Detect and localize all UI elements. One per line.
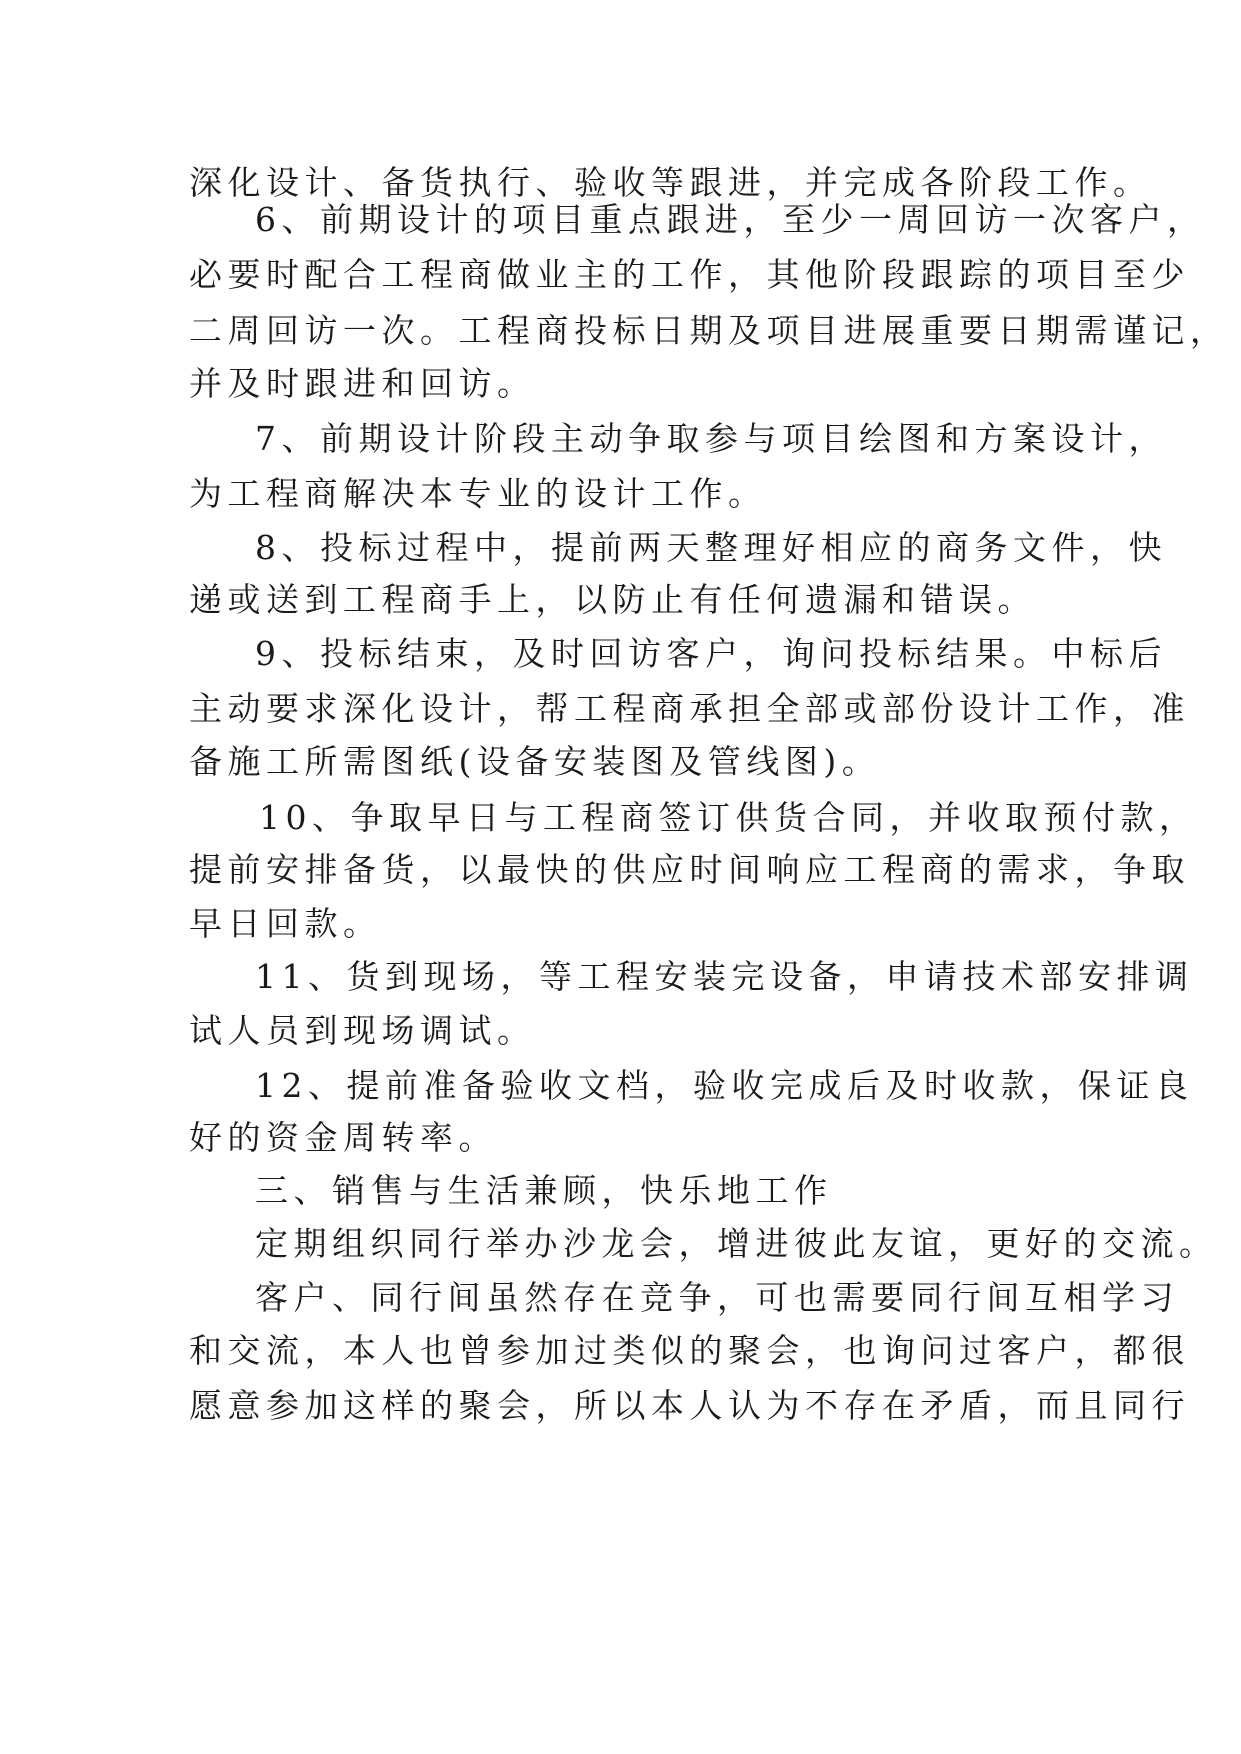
text-line: 备施工所需图纸(设备安装图及管线图)。 (189, 742, 881, 781)
text-line: 递或送到工程商手上，以防止有任何遗漏和错误。 (189, 580, 1036, 619)
text-line: 10、争取早日与工程商签订供货合同，并收取预付款， (259, 798, 1198, 837)
text-line: 8、投标过程中，提前两天整理好相应的商务文件，快 (255, 528, 1167, 567)
section-heading: 三、销售与生活兼顾，快乐地工作 (255, 1171, 833, 1210)
text-line: 试人员到现场调试。 (189, 1011, 536, 1050)
text-line: 6、前期设计的项目重点跟进，至少一周回访一次客户， (255, 200, 1206, 239)
text-line: 二周回访一次。工程商投标日期及项目进展重要日期需谨记， (189, 311, 1229, 350)
text-line: 必要时配合工程商做业主的工作，其他阶段跟踪的项目至少 (189, 255, 1190, 294)
text-line: 主动要求深化设计，帮工程商承担全部或部份设计工作，准 (189, 689, 1190, 728)
text-line: 定期组织同行举办沙龙会，增进彼此友谊，更好的交流。 (255, 1224, 1218, 1263)
text-line: 好的资金周转率。 (189, 1118, 497, 1157)
text-line: 愿意参加这样的聚会，所以本人认为不存在矛盾，而且同行 (189, 1386, 1190, 1425)
text-line: 客户、同行间虽然存在竞争，可也需要同行间互相学习 (255, 1278, 1179, 1317)
text-line: 早日回款。 (189, 904, 382, 943)
text-line: 7、前期设计阶段主动争取参与项目绘图和方案设计， (255, 419, 1167, 458)
text-line: 并及时跟进和回访。 (189, 364, 536, 403)
text-line: 提前安排备货，以最快的供应时间响应工程商的需求，争取 (189, 850, 1190, 889)
text-line: 和交流，本人也曾参加过类似的聚会，也询问过客户，都很 (189, 1331, 1190, 1370)
text-line: 9、投标结束，及时回访客户，询问投标结果。中标后 (255, 634, 1167, 673)
text-line: 为工程商解决本专业的设计工作。 (189, 474, 767, 513)
text-line: 11、货到现场，等工程安装完设备，申请技术部安排调 (255, 957, 1194, 996)
text-line: 12、提前准备验收文档，验收完成后及时收款，保证良 (255, 1066, 1194, 1105)
text-line: 深化设计、备货执行、验收等跟进，并完成各阶段工作。 (189, 163, 1152, 202)
